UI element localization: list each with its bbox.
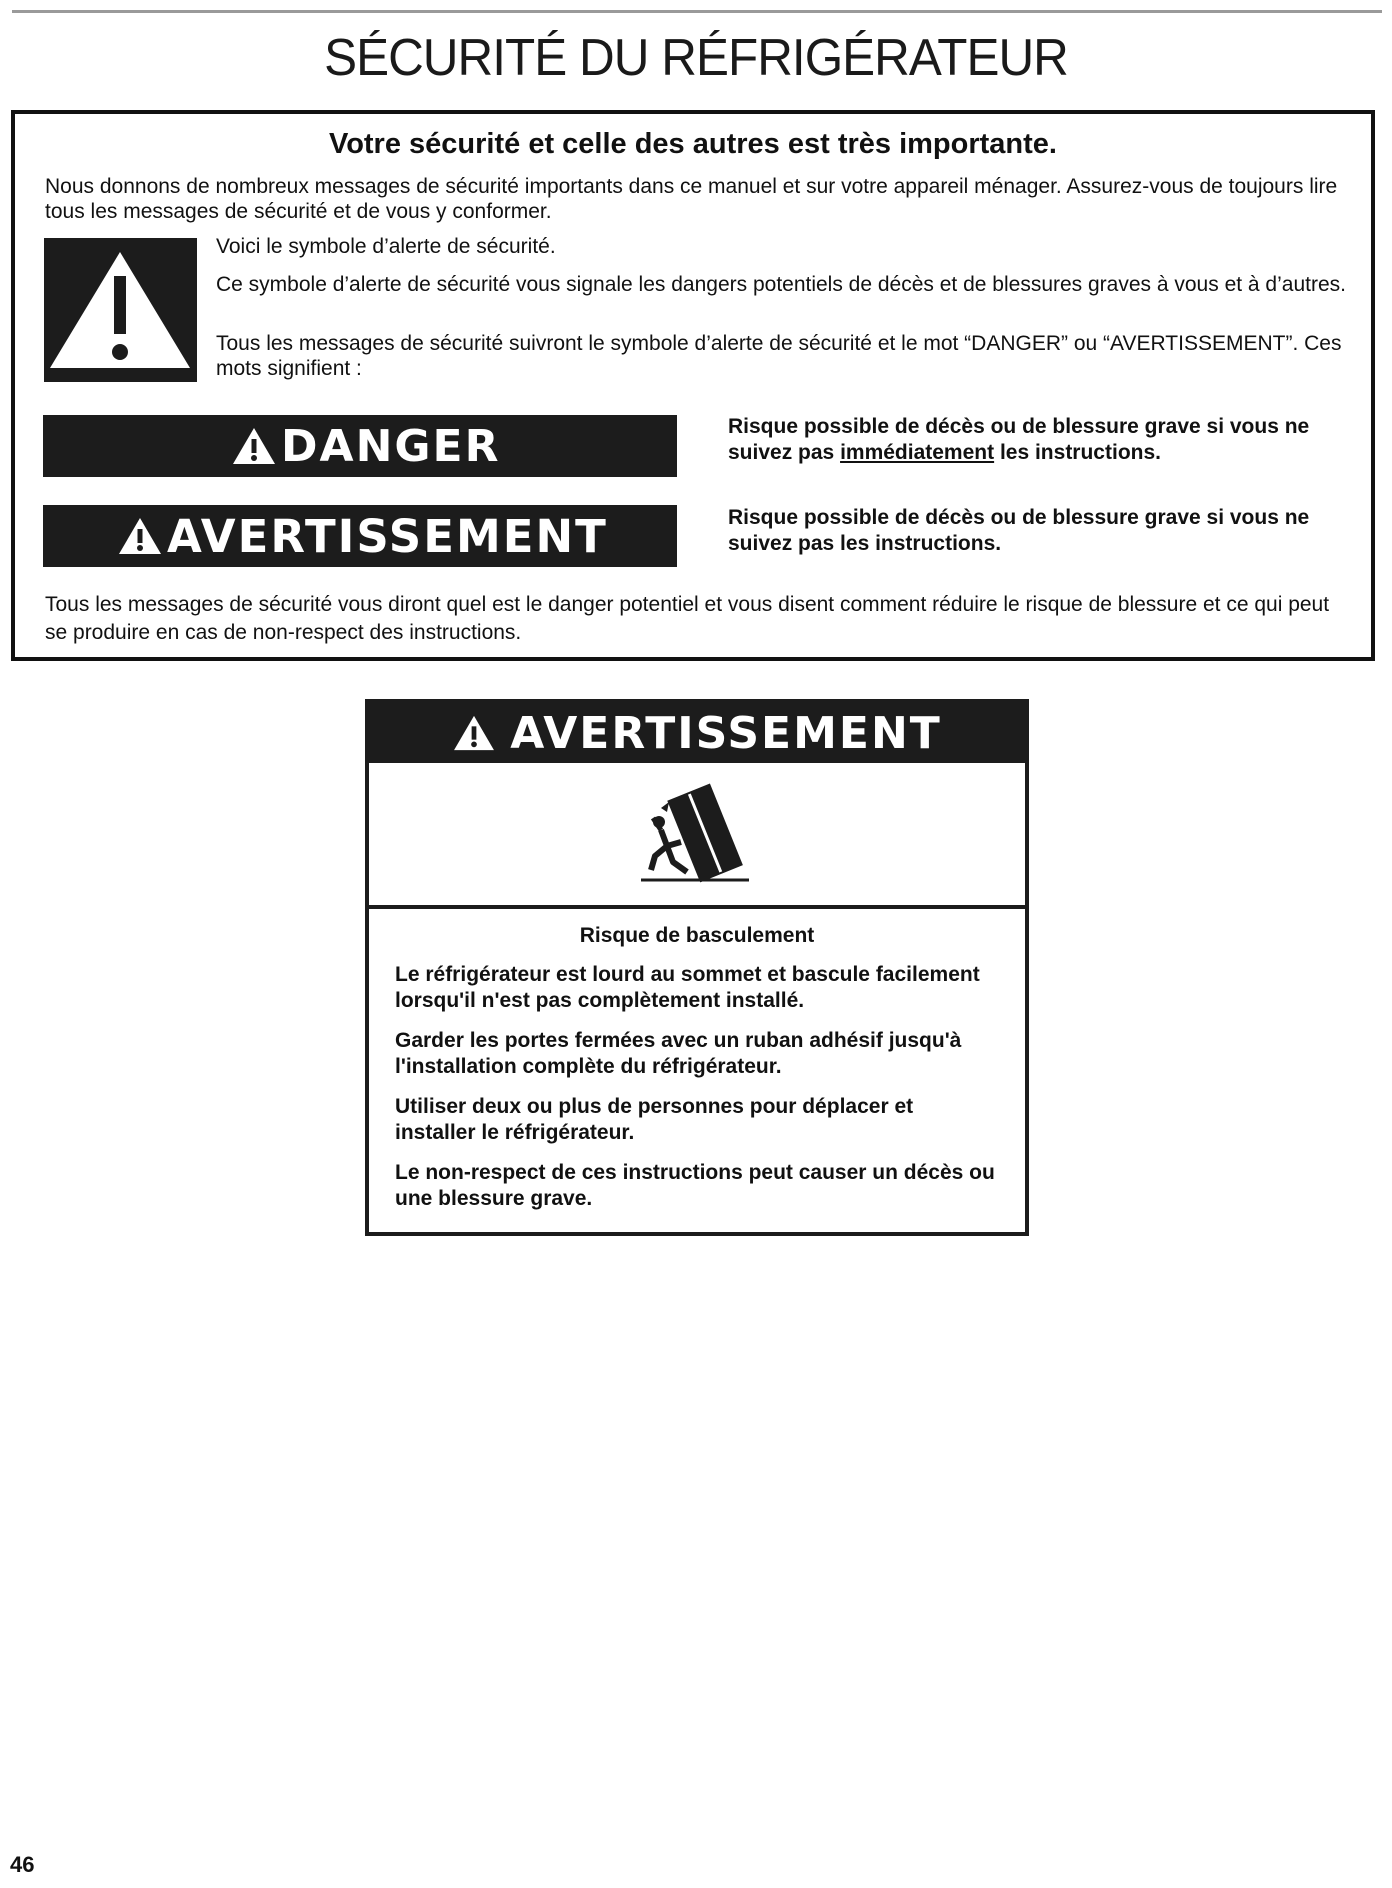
hazard-title: Risque de basculement [579,924,815,947]
closing-paragraph: Tous les messages de sécurité vous diront quel est le danger potentiel et vous disent comment réduire le risque de blessure et ce qui peut se produire en cas de non-respect des instructions. [45,593,1330,644]
top-rule [12,10,1382,13]
warning-signal-panel [43,505,677,567]
tip-over-hazard-icon [637,780,755,888]
danger-desc-emphasis: immédiatement [840,441,995,464]
hazard-paragraph: Garder les portes fermées avec un ruban adhésif jusqu'à l'installation complète du réfrigérateur. [395,1029,962,1078]
warning-description: Risque possible de décès ou de blessure grave si vous ne suivez pas les instructions. [728,506,1310,555]
danger-description [728,414,1378,466]
safety-info-box [11,110,1375,661]
symbol-line: Voici le symbole d’alerte de sécurité. [216,235,556,258]
warning-label: AVERTISSEMENT [167,509,608,563]
danger-signal-panel [43,415,677,477]
danger-desc-end: les instructions. [994,441,1161,464]
hazard-paragraph: Le réfrigérateur est lourd au sommet et bascule facilement lorsqu'il n'est pas complètement installé. [395,963,980,1012]
signal-words-intro: Tous les messages de sécurité suivront le symbole d’alerte de sécurité et le mot “DANGER” ou “AVERTISSEMENT”. Ces mots signifient : [216,332,1342,380]
intro-paragraph: Nous donnons de nombreux messages de sécurité importants dans ce manuel et sur votre appareil ménager. Assurez-vous de toujours lire tous les messages de sécurité et de vous y conformer. [45,175,1338,223]
danger-desc-text: Risque possible de décès ou de blessure grave si vous ne suivez pas [728,415,1310,464]
hazard-paragraph: Le non-respect de ces instructions peut causer un décès ou une blessure grave. [395,1161,995,1210]
safety-heading: Votre sécurité et celle des autres est très importante. [329,128,1057,160]
hazard-paragraph: Utiliser deux ou plus de personnes pour déplacer et installer le réfrigérateur. [395,1095,914,1144]
page-title: SÉCURITÉ DU RÉFRIGÉRATEUR [324,29,1068,87]
warning-panel-header [369,703,1025,763]
symbol-meaning: Ce symbole d’alerte de sécurité vous signale les dangers potentiels de décès et de blessures graves à vous et à d’autres. [216,273,1346,296]
page-number: 46 [10,1852,35,1877]
pictogram-area [369,763,1025,909]
warning-triangle-icon [117,516,163,556]
warning-triangle-icon [231,426,277,466]
danger-label: DANGER [281,420,501,472]
tip-over-warning-panel [365,699,1029,1236]
safety-alert-triangle-icon [44,238,197,382]
warning-panel-title: AVERTISSEMENT [510,707,942,759]
warning-triangle-icon [452,714,496,752]
